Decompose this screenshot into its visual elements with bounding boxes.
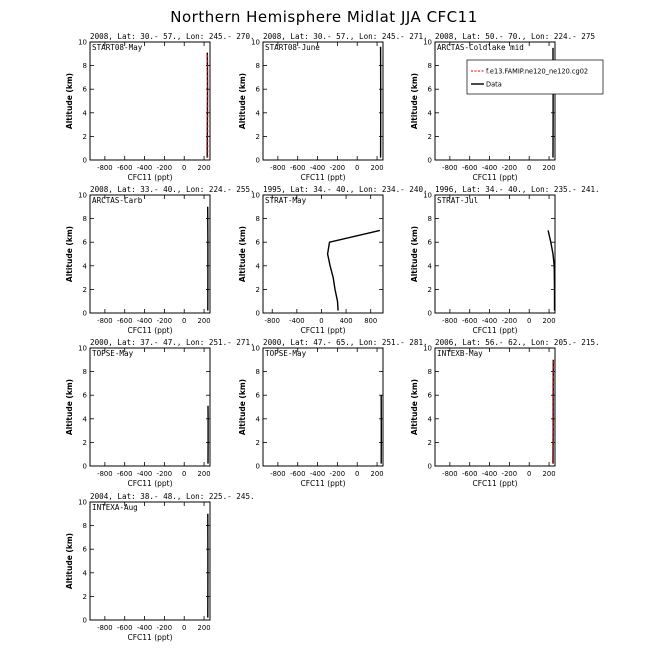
y-tick-label: 2 [255, 132, 260, 141]
x-tick-label: -400 [136, 624, 153, 632]
panel-campaign-label: START08-May [92, 43, 143, 52]
y-tick-label: 2 [255, 438, 260, 447]
x-tick-label: -200 [329, 164, 346, 172]
panel-campaign-label: INTEXB-May [437, 349, 483, 358]
y-tick-label: 2 [427, 438, 432, 447]
x-axis-label: CFC11 (ppt) [127, 173, 173, 182]
panel-campaign-label: INTEXA-Aug [92, 503, 138, 512]
x-axis-label: CFC11 (ppt) [472, 326, 518, 335]
y-tick-label: 10 [423, 344, 432, 353]
y-tick-label: 10 [251, 191, 260, 200]
x-tick-label: -600 [461, 164, 478, 172]
chart-panel [238, 32, 428, 182]
x-tick-label: 200 [370, 470, 384, 478]
x-axis-label: CFC11 (ppt) [300, 173, 346, 182]
x-tick-label: 0 [182, 317, 187, 325]
x-tick-label: 0 [182, 164, 187, 172]
panel-header: 2000, Lat: 47.- 65., Lon: 251.- 281. [263, 338, 428, 347]
x-tick-label: 200 [197, 164, 211, 172]
x-tick-label: 200 [197, 317, 211, 325]
y-tick-label: 0 [82, 462, 87, 471]
x-axis-label: CFC11 (ppt) [300, 479, 346, 488]
y-tick-label: 10 [423, 191, 432, 200]
x-tick-label: 0 [319, 317, 324, 325]
x-tick-label: 0 [182, 624, 187, 632]
y-axis-label: Altitude (km) [238, 72, 247, 130]
panel-campaign-label: TOPSE-May [265, 349, 307, 358]
x-axis-label: CFC11 (ppt) [300, 326, 346, 335]
x-tick-label: -400 [289, 317, 305, 325]
chart-panel [65, 338, 255, 488]
plot-frame [90, 42, 210, 160]
y-tick-label: 4 [82, 109, 87, 118]
x-tick-label: -600 [116, 164, 133, 172]
x-tick-label: -400 [136, 164, 153, 172]
y-tick-label: 0 [82, 156, 87, 165]
x-axis-label: CFC11 (ppt) [127, 633, 173, 642]
y-tick-label: 6 [427, 238, 432, 247]
x-tick-label: 200 [197, 470, 211, 478]
x-axis-label: CFC11 (ppt) [472, 479, 518, 488]
y-axis-label: Altitude (km) [410, 225, 419, 283]
y-tick-label: 8 [82, 522, 87, 531]
x-tick-label: -600 [289, 164, 306, 172]
chart-panel [65, 492, 255, 642]
plot-frame [90, 195, 210, 313]
legend [467, 60, 603, 94]
y-tick-label: 10 [78, 344, 87, 353]
y-tick-label: 6 [255, 391, 260, 400]
x-tick-label: -400 [481, 164, 498, 172]
y-tick-label: 4 [427, 262, 432, 271]
x-tick-label: -400 [309, 164, 326, 172]
x-tick-label: -800 [442, 470, 458, 478]
y-tick-label: 8 [82, 215, 87, 224]
x-tick-label: -200 [501, 164, 518, 172]
y-tick-label: 0 [427, 156, 432, 165]
x-tick-label: 200 [542, 164, 556, 172]
y-tick-label: 6 [255, 85, 260, 94]
legend-entry-label: Data [486, 80, 502, 89]
x-tick-label: 0 [527, 470, 532, 478]
x-tick-label: -400 [136, 470, 153, 478]
x-tick-label: 800 [364, 317, 378, 325]
y-tick-label: 0 [427, 309, 432, 318]
y-tick-label: 2 [427, 285, 432, 294]
y-tick-label: 10 [251, 344, 260, 353]
x-axis-label: CFC11 (ppt) [127, 326, 173, 335]
y-tick-label: 10 [78, 38, 87, 47]
x-tick-label: -800 [97, 164, 113, 172]
x-tick-label: -600 [116, 470, 133, 478]
y-axis-label: Altitude (km) [65, 225, 74, 283]
x-tick-label: 0 [355, 164, 360, 172]
chart-panel [65, 32, 255, 182]
x-tick-label: -600 [116, 317, 133, 325]
x-tick-label: -800 [270, 164, 286, 172]
x-tick-label: -200 [156, 470, 173, 478]
x-tick-label: -200 [156, 164, 173, 172]
y-tick-label: 8 [82, 62, 87, 71]
panel-campaign-label: TOPSE-May [92, 349, 134, 358]
x-tick-label: -800 [442, 164, 458, 172]
y-axis-label: Altitude (km) [238, 225, 247, 283]
y-tick-label: 2 [82, 132, 87, 141]
chart-panel [238, 185, 428, 335]
y-tick-label: 6 [427, 391, 432, 400]
x-tick-label: 200 [197, 624, 211, 632]
y-tick-label: 6 [427, 85, 432, 94]
x-tick-label: -400 [481, 317, 498, 325]
panel-campaign-label: STRAT-May [265, 196, 307, 205]
x-tick-label: -400 [136, 317, 153, 325]
x-tick-label: 200 [370, 164, 384, 172]
x-tick-label: -200 [156, 317, 173, 325]
x-axis-label: CFC11 (ppt) [127, 479, 173, 488]
y-tick-label: 2 [82, 438, 87, 447]
y-tick-label: 6 [82, 238, 87, 247]
x-tick-label: -600 [461, 317, 478, 325]
y-tick-label: 8 [427, 62, 432, 71]
panel-campaign-label: ARCTAS-Coldlake mid [437, 43, 524, 52]
panel-campaign-label: START08-June [265, 43, 320, 52]
y-tick-label: 10 [78, 498, 87, 507]
data-series-line [328, 230, 380, 310]
x-tick-label: 200 [542, 317, 556, 325]
chart-panel [410, 185, 600, 335]
y-axis-label: Altitude (km) [65, 532, 74, 590]
panel-header: 2008, Lat: 33.- 40., Lon: 224.- 255. [90, 185, 255, 194]
x-tick-label: -600 [116, 624, 133, 632]
y-tick-label: 8 [255, 215, 260, 224]
x-tick-label: -800 [97, 470, 113, 478]
x-tick-label: -200 [329, 470, 346, 478]
plot-frame [435, 195, 555, 313]
x-axis-label: CFC11 (ppt) [472, 173, 518, 182]
y-tick-label: 6 [82, 391, 87, 400]
x-tick-label: 400 [339, 317, 353, 325]
y-tick-label: 2 [255, 285, 260, 294]
y-axis-label: Altitude (km) [410, 378, 419, 436]
y-tick-label: 0 [255, 309, 260, 318]
x-tick-label: -200 [156, 624, 173, 632]
x-tick-label: -800 [270, 470, 286, 478]
x-tick-label: -200 [501, 317, 518, 325]
panel-header: 2000, Lat: 37.- 47., Lon: 251.- 271. [90, 338, 255, 347]
y-tick-label: 8 [255, 368, 260, 377]
y-axis-label: Altitude (km) [410, 72, 419, 130]
y-tick-label: 8 [427, 368, 432, 377]
plot-frame [263, 348, 383, 466]
y-tick-label: 6 [255, 238, 260, 247]
y-tick-label: 2 [82, 592, 87, 601]
legend-entry-label: f.e13.FAMIP.ne120_ne120.cg02 [486, 67, 589, 76]
x-tick-label: -800 [442, 317, 458, 325]
y-tick-label: 2 [82, 285, 87, 294]
panel-header: 2004, Lat: 38.- 48., Lon: 225.- 245. [90, 492, 255, 501]
panel-header: 1996, Lat: 34.- 40., Lon: 235.- 241. [435, 185, 600, 194]
plot-frame [263, 42, 383, 160]
y-tick-label: 8 [255, 62, 260, 71]
y-tick-label: 4 [255, 109, 260, 118]
plot-frame [435, 348, 555, 466]
x-tick-label: 0 [355, 470, 360, 478]
x-tick-label: -600 [461, 470, 478, 478]
x-tick-label: 0 [182, 470, 187, 478]
y-tick-label: 10 [78, 191, 87, 200]
plot-frame [90, 502, 210, 620]
chart-panel [65, 185, 255, 335]
plot-frame [263, 195, 383, 313]
y-tick-label: 4 [255, 262, 260, 271]
x-tick-label: 0 [527, 317, 532, 325]
y-tick-label: 8 [427, 215, 432, 224]
x-tick-label: -800 [97, 317, 113, 325]
y-tick-label: 6 [82, 85, 87, 94]
y-tick-label: 0 [82, 616, 87, 625]
panel-header: 2006, Lat: 56.- 62., Lon: 205.- 215. [435, 338, 600, 347]
panels [65, 32, 600, 642]
x-tick-label: -400 [481, 470, 498, 478]
y-tick-label: 0 [82, 309, 87, 318]
y-tick-label: 0 [255, 462, 260, 471]
y-axis-label: Altitude (km) [65, 72, 74, 130]
y-tick-label: 4 [427, 109, 432, 118]
x-tick-label: -200 [501, 470, 518, 478]
y-tick-label: 0 [427, 462, 432, 471]
y-tick-label: 4 [255, 415, 260, 424]
x-tick-label: -600 [289, 470, 306, 478]
x-tick-label: 0 [527, 164, 532, 172]
panel-header: 2008, Lat: 50.- 70., Lon: 224.- 275 [435, 32, 596, 41]
chart-panel [238, 338, 428, 488]
x-tick-label: -800 [264, 317, 280, 325]
panel-header: 2008, Lat: 30.- 57., Lon: 245.- 270. [90, 32, 255, 41]
legend-box [467, 60, 603, 94]
y-tick-label: 2 [427, 132, 432, 141]
y-axis-label: Altitude (km) [238, 378, 247, 436]
x-tick-label: -800 [97, 624, 113, 632]
y-tick-label: 4 [427, 415, 432, 424]
panel-campaign-label: ARCTAS-Carb [92, 196, 143, 205]
y-tick-label: 10 [251, 38, 260, 47]
y-tick-label: 8 [82, 368, 87, 377]
x-tick-label: -400 [309, 470, 326, 478]
y-tick-label: 4 [82, 415, 87, 424]
y-tick-label: 10 [423, 38, 432, 47]
y-tick-label: 6 [82, 545, 87, 554]
chart-panel [410, 338, 600, 488]
y-tick-label: 0 [255, 156, 260, 165]
y-tick-label: 4 [82, 569, 87, 578]
y-axis-label: Altitude (km) [65, 378, 74, 436]
figure-title: Northern Hemisphere Midlat JJA CFC11 [170, 8, 478, 26]
panel-campaign-label: STRAT-Jul [437, 196, 479, 205]
panel-header: 1995, Lat: 34.- 40., Lon: 234.- 240. [263, 185, 428, 194]
y-tick-label: 4 [82, 262, 87, 271]
x-tick-label: 200 [542, 470, 556, 478]
chart-panel [410, 32, 595, 182]
plot-frame [90, 348, 210, 466]
panel-header: 2008, Lat: 30.- 57., Lon: 245.- 271. [263, 32, 428, 41]
